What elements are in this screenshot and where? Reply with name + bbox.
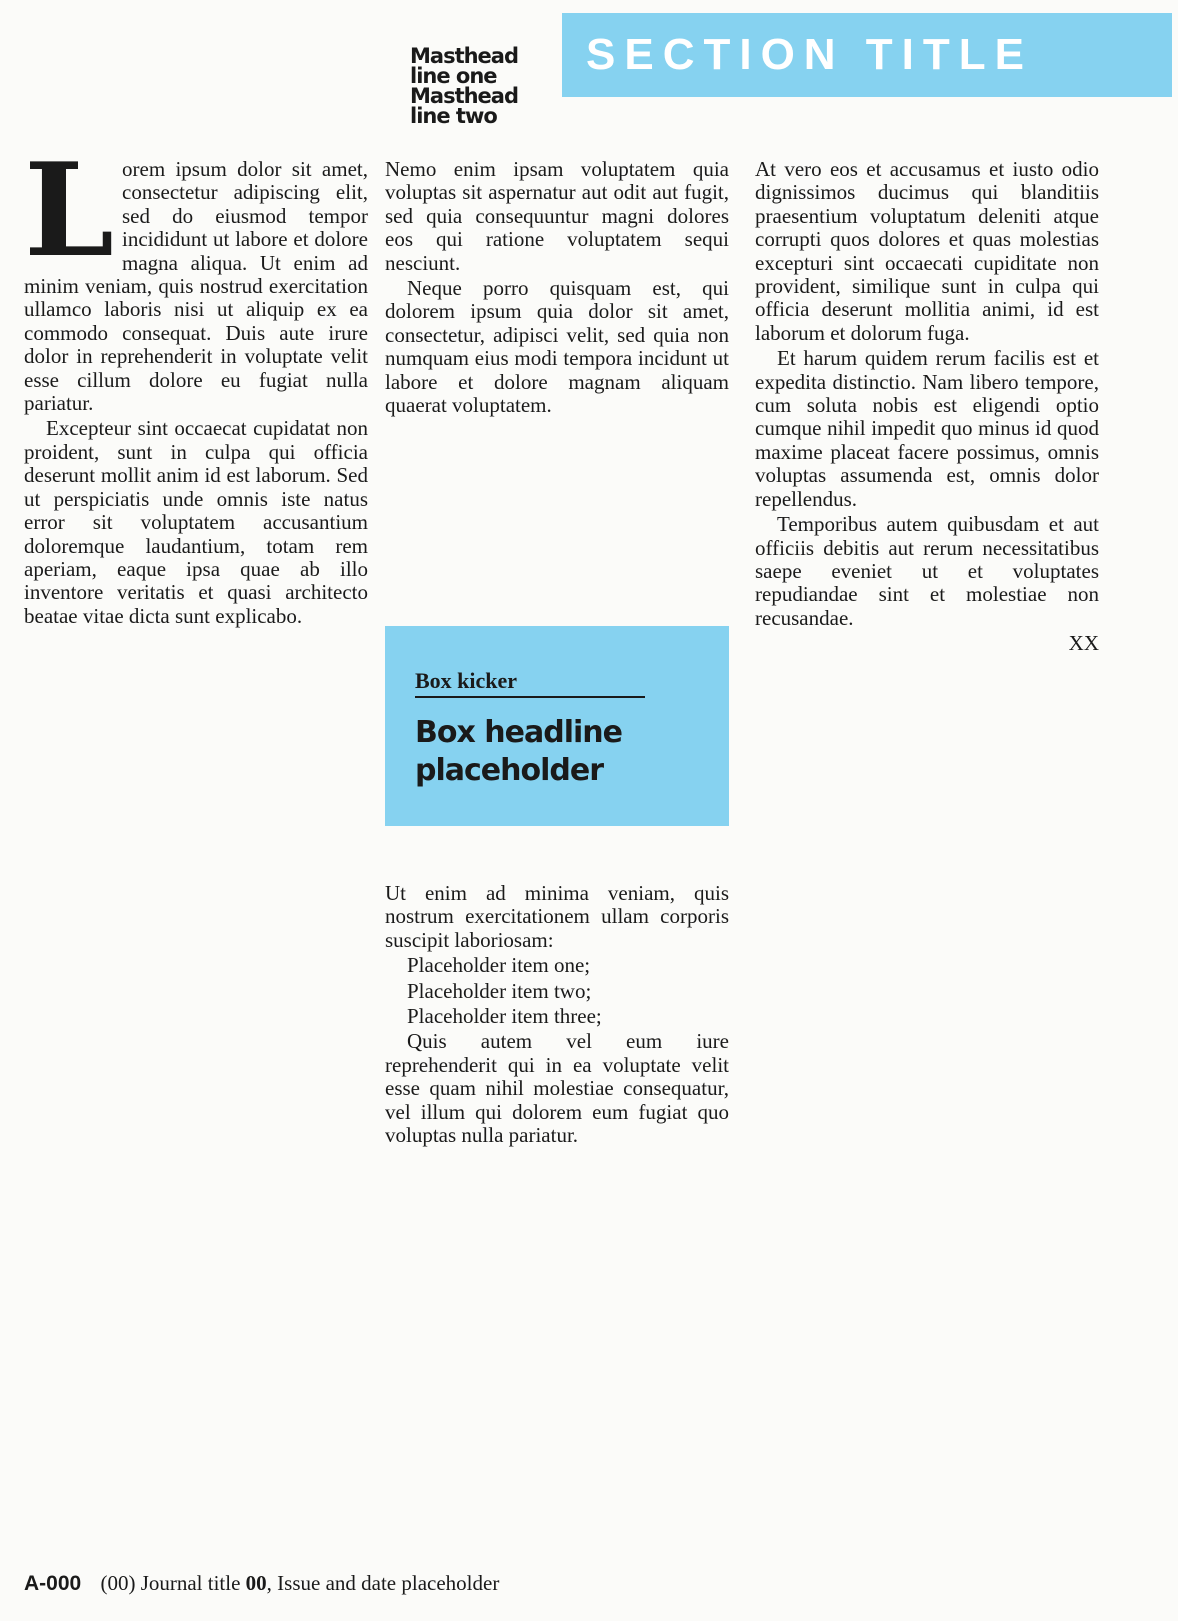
masthead-logo (410, 46, 558, 126)
page-number: A-000 (24, 1572, 82, 1595)
paragraph (24, 136, 368, 416)
list-item: Placeholder item three; (407, 1004, 602, 1029)
author-signature: XX (1068, 631, 1099, 656)
masthead-line-1: Masthead line one (410, 44, 519, 88)
drop-cap: L (24, 136, 114, 286)
paragraph: Quis autem vel eum iure reprehenderit qui in ea voluptate velit esse quam nihil molestiae consequatur, vel illum qui dolorem eum fugiat quo voluptas nulla pariatur. (385, 1029, 729, 1148)
list-item: Placeholder item two; (407, 978, 592, 1003)
paragraph: Nemo enim ipsam voluptatem quia voluptas sit aspernatur aut odit aut fugit, sed quia consequuntur magni dolores eos qui ratione voluptatem sequi nesciunt. (385, 157, 729, 275)
headline-box (385, 626, 729, 826)
box-headline: Box headline placeholder (415, 715, 622, 788)
paragraph: Neque porro quisquam est, qui dolorem ipsum quia dolor sit amet, consectetur, adipisci velit, sed quia non numquam eius modi tempora incidunt ut labore et dolore magnam aliquam quaerat voluptatem. (385, 276, 729, 418)
list-item: Placeholder item one; (407, 953, 591, 978)
section-title: SECTION TITLE (586, 30, 1033, 79)
section-banner (562, 13, 1172, 97)
paragraph: Ut enim ad minima veniam, quis nostrum exercitationem ullam corporis suscipit laboriosam: (385, 881, 729, 952)
article-column-2-top (385, 158, 729, 600)
masthead-line-2: Masthead line two (410, 84, 519, 128)
paragraph: At vero eos et accusamus et iusto odio dignissimos ducimus qui blanditiis praesentium voluptatum deleniti atque corrupti quos dolores et quas molestias excepturi sint occaecati cupiditate non provident, similique sunt in culpa qui officia deserunt mollitia animi, id est laborum et dolorum fuga. (755, 157, 1099, 345)
article-column-2-bottom (385, 882, 729, 1546)
paragraph: Et harum quidem rerum facilis est et expedita distinctio. Nam libero tempore, cum soluta nobis est eligendi optio cumque nihil impedit quo minus id quod maxime placeat facere possimus, omnis voluptas assumenda est, omnis dolor repellendus. (755, 346, 1099, 511)
issue-info: Issue and date placeholder (277, 1571, 500, 1595)
article-column-3 (755, 158, 1099, 1546)
paragraph: Excepteur sint occaecat cupidatat non proident, sunt in culpa qui officia deserunt mollit anim id est laborum. Sed ut perspiciatis unde omnis iste natus error sit voluptatem accusantium doloremque laudantium, totam rem aperiam, eaque ipsa quae ab illo inventore veritatis et quasi architecto beatae vitae dicta sunt explicabo. (24, 416, 368, 628)
paragraph: Temporibus autem quibusdam et aut officiis debitis aut rerum necessitatibus saepe eveniet ut et voluptates repudiandae sint et molestiae non recusandae. (755, 512, 1099, 630)
paragraph-text: orem ipsum dolor sit amet, consectetur adipiscing elit, sed do eiusmod tempor incididunt ut labore et dolore magna aliqua. Ut enim ad minim veniam, quis nostrud exercitation ullamco laboris nisi ut aliquip ex ea commodo consequat. Duis aute irure dolor in reprehenderit in voluptate velit esse cillum dolore eu fugiat nulla pariatur. (24, 157, 368, 416)
issue-date: , (266, 1571, 278, 1595)
page-footer (24, 1570, 1124, 1597)
article-column-1 (24, 136, 368, 1546)
journal-source: (00) Journal title (100, 1571, 241, 1595)
box-kicker: Box kicker (415, 668, 645, 698)
journal-volume: 00 (245, 1571, 267, 1595)
